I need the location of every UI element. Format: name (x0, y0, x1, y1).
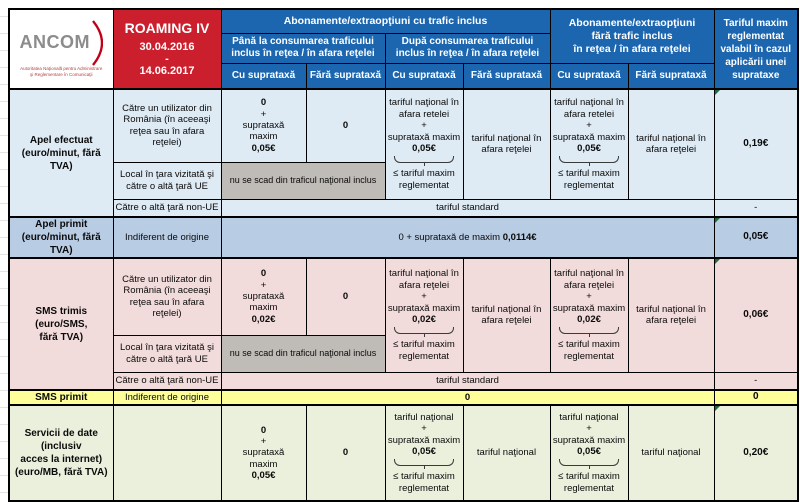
maxim-word: maxim (249, 302, 278, 314)
apel-efectuat-label-line2: (euro/minut, fără TVA) (21, 147, 101, 172)
header-without-traffic-line1: Abonamente/extraopţiuni (568, 17, 696, 30)
plus-sign: + (586, 423, 592, 435)
header-cu-suprataxa-1: Cu suprataxă (221, 63, 306, 89)
header-fara-suprataxa-2: Fără suprataxă (463, 63, 550, 89)
max-regulated-line2: reglementat (563, 482, 615, 494)
surcharge-value: 0,05€ (251, 142, 276, 154)
plus-sign: + (586, 120, 592, 132)
cell-apel-notraffic-fara-suprataxa: tariful naţional în afara reţelei (628, 89, 714, 199)
surcharge-value: 0,05€ (251, 470, 276, 482)
plus-sign: + (421, 423, 427, 435)
underbrace-icon (394, 327, 454, 334)
corner-marker-icon (715, 90, 720, 95)
cell-date-notraffic-fara-suprataxa: tariful naţional (628, 405, 714, 501)
underbrace-icon (559, 327, 619, 334)
cell-apel-dest-local: Local în ţara vizitată şi către o altă ţară UE (113, 162, 221, 199)
servicii-date-label-line3: (euro/MB, fără TVA) (14, 467, 108, 478)
cell-apel-primit-origin: Indiferent de origine (113, 217, 221, 258)
plus-sign: + (421, 120, 427, 132)
cell-sms-after-cu-suprataxa (385, 258, 463, 372)
cell-apel-dest-non-ue: Către o altă ţară non-UE (113, 199, 221, 217)
cell-sms-primit-max: 0 (714, 390, 798, 405)
cell-apel-after-cu-suprataxa (385, 89, 463, 199)
cell-sms-notraffic-fara-suprataxa: tariful naţional în afara reţelei (628, 258, 714, 372)
apel-primit-label-line2: (euro/minut, fără TVA) (21, 232, 101, 256)
cell-sms-dest-non-ue: Către o altă ţară non-UE (113, 372, 221, 390)
header-before-consumption: Până la consumarea traficului inclus în reţea / în afara reţelei (221, 33, 385, 63)
cell-sms-max-tariff (714, 258, 798, 372)
cell-sms-standard-max: - (714, 372, 798, 390)
row-label-servicii-date (9, 405, 113, 501)
cell-sms-zero-plus-surcharge (221, 258, 306, 335)
maxim-word: maxim (249, 131, 278, 143)
surcharge-value: 0,05€ (577, 446, 601, 457)
maxim-word: maxim (249, 458, 278, 470)
national-tariff-line1: tariful naţional în (389, 268, 459, 280)
max-regulated-line1: ≤ tariful maxim (393, 339, 455, 351)
surcharge-value: 0,02€ (577, 313, 601, 325)
national-tariff-line1: tariful naţional în (389, 97, 459, 109)
cell-date-zero-plus-surcharge (221, 405, 306, 501)
cell-sms-dest-local: Local în ţara vizitată şi către o altă ţară UE (113, 335, 221, 372)
period-start-date: 30.04.2016 (139, 40, 195, 53)
header-without-traffic-line2: fără trafic inclus (591, 29, 673, 42)
cell-date-notraffic-cu-suprataxa (550, 405, 628, 501)
header-with-traffic: Abonamente/extraopţiuni cu trafic inclus (221, 9, 550, 33)
apel-efectuat-label-line1: Apel efectuat (29, 134, 93, 146)
cell-date-after-fara-suprataxa: tariful naţional (463, 405, 550, 501)
period-end-date: 14.06.2017 (139, 65, 195, 78)
sheet-gridlines (0, 0, 8, 497)
header-fara-suprataxa-3: Fără suprataxă (628, 63, 714, 89)
cell-apel-standard-max: - (714, 199, 798, 217)
roaming-tariff-table (8, 8, 799, 502)
surcharge-word: suprataxă (242, 120, 285, 132)
header-without-traffic (550, 9, 714, 63)
value-zero: 0 (260, 97, 267, 109)
servicii-date-label-line2: acces la internet) (20, 454, 103, 465)
national-tariff-line1: tariful naţional în (554, 97, 624, 109)
national-tariff-line2: afara retelei (563, 108, 615, 120)
cell-date-zero: 0 (306, 405, 385, 501)
max-tariff-value: 0,05€ (743, 231, 769, 243)
surcharge-value: 0,02€ (251, 313, 276, 325)
national-tariff-line2: afara retelei (398, 108, 450, 120)
row-label-apel-primit (9, 217, 113, 258)
cell-date-after-cu-suprataxa (385, 405, 463, 501)
national-tariff-line1: tariful naţional (394, 411, 454, 423)
cell-apel-notraffic-cu-suprataxa (550, 89, 628, 199)
cell-apel-dest-romania: Către un utilizator din România (în aceeaşi reţea sau în afara reţelei) (113, 89, 221, 162)
surcharge-max-label: suprataxă maxim (387, 302, 461, 314)
ancom-logo-text: ANCOM (19, 32, 90, 53)
cell-date-dest-empty (113, 405, 221, 501)
national-tariff-line1: tariful naţional (559, 411, 619, 423)
corner-marker-icon (715, 259, 720, 264)
national-tariff-line1: tariful naţional în (554, 268, 624, 280)
surcharge-max-label: suprataxă maxim (387, 131, 461, 143)
roaming-title: ROAMING IV (124, 19, 210, 36)
max-regulated-line1: ≤ tariful maxim (558, 339, 620, 351)
corner-marker-icon (715, 406, 720, 411)
logo-paren-icon (91, 20, 103, 66)
max-regulated-line2: reglementat (563, 179, 615, 191)
ancom-logo (12, 20, 111, 66)
cell-sms-notraffic-cu-suprataxa (550, 258, 628, 372)
underbrace-icon (394, 459, 454, 466)
max-regulated-line1: ≤ tariful maxim (393, 471, 455, 483)
header-fara-suprataxa-1: Fără suprataxă (306, 63, 385, 89)
header-max-tariff: Tariful maxim reglementat valabil în cazul aplicării unei suprataxe (714, 9, 798, 89)
header-cu-suprataxa-3: Cu suprataxă (550, 63, 628, 89)
underbrace-icon (394, 156, 454, 163)
header-cu-suprataxa-2: Cu suprataxă (385, 63, 463, 89)
value-zero: 0 (260, 424, 267, 436)
logo-tagline-line1: Autoritatea Naţională pentru Administrare (20, 66, 103, 72)
surcharge-max-label: suprataxă maxim (552, 131, 626, 143)
cell-apel-max-tariff (714, 89, 798, 199)
surcharge-word: suprataxă (242, 447, 285, 459)
cell-sms-primit-value: 0 (221, 390, 714, 405)
underbrace-icon (559, 459, 619, 466)
max-regulated-line1: ≤ tariful maxim (393, 168, 455, 180)
ancom-logo-cell (9, 9, 113, 89)
value-zero: 0 (260, 268, 267, 280)
plus-sign: + (260, 108, 267, 120)
plus-sign: + (260, 435, 267, 447)
national-tariff-line2: afara reţelei (398, 279, 450, 291)
cell-apel-after-fara-suprataxa: tariful naţional în afara reţelei (463, 89, 550, 199)
header-without-traffic-line3: în reţea / în afara reţelei (573, 42, 691, 55)
surcharge-max-label: suprataxă maxim (387, 434, 461, 446)
period-cell (113, 9, 221, 89)
cell-sms-zero: 0 (306, 258, 385, 335)
max-regulated-line2: reglementat (398, 482, 450, 494)
national-tariff-line2: afara reţelei (563, 279, 615, 291)
cell-apel-zero-plus-surcharge (221, 89, 306, 162)
surcharge-max-label: suprataxă maxim (552, 434, 626, 446)
cell-apel-standard-tariff: tariful standard (221, 199, 714, 217)
max-tariff-value: 0,19€ (743, 138, 769, 150)
apel-primit-label-line1: Apel primit (35, 219, 88, 230)
cell-date-max-tariff (714, 405, 798, 501)
max-tariff-value: 0,20€ (743, 446, 769, 458)
plus-sign: + (260, 279, 267, 291)
surcharge-word: suprataxă (242, 291, 285, 303)
header-after-consumption: După consumarea traficului inclus în reţea / în afara reţelei (385, 33, 550, 63)
max-regulated-line2: reglementat (398, 179, 450, 191)
row-label-sms-trimis (9, 258, 113, 390)
plus-sign: + (586, 291, 592, 303)
max-tariff-value: 0,06€ (743, 309, 769, 321)
surcharge-value: 0,05€ (412, 446, 436, 457)
max-regulated-line2: reglementat (398, 350, 450, 362)
cell-apel-zero: 0 (306, 89, 385, 162)
cell-sms-not-deducted: nu se scad din traficul naţional inclus (221, 335, 385, 372)
apel-primit-value-number: 0,0114€ (502, 231, 537, 243)
cell-sms-standard-tariff: tariful standard (221, 372, 714, 390)
cell-sms-after-fara-suprataxa: tariful naţional în afara reţelei (463, 258, 550, 372)
plus-sign: + (421, 291, 427, 303)
cell-apel-primit-max (714, 217, 798, 258)
surcharge-value: 0,05€ (412, 142, 436, 154)
period-separator: - (165, 53, 169, 66)
max-regulated-line1: ≤ tariful maxim (558, 471, 620, 483)
sms-trimis-label-line1: SMS trimis (euro/SMS, (35, 305, 88, 330)
row-label-apel-efectuat (9, 89, 113, 217)
max-regulated-line2: reglementat (563, 350, 615, 362)
cell-apel-not-deducted: nu se scad din traficul naţional inclus (221, 162, 385, 199)
apel-primit-value-text: 0 + suprataxă de maxim (398, 231, 501, 243)
row-label-sms-primit: SMS primit (9, 390, 113, 405)
cell-apel-primit-value (221, 217, 714, 258)
surcharge-value: 0,05€ (577, 142, 601, 154)
servicii-date-label-line1: Servicii de date (inclusiv (24, 428, 98, 452)
cell-sms-primit-origin: Indiferent de origine (113, 390, 221, 405)
surcharge-max-label: suprataxă maxim (552, 302, 626, 314)
surcharge-value: 0,02€ (412, 313, 436, 325)
max-regulated-line1: ≤ tariful maxim (558, 168, 620, 180)
underbrace-icon (559, 156, 619, 163)
cell-sms-dest-romania: Către un utilizator din România (în aceeaşi reţea sau în afara reţelei) (113, 258, 221, 335)
logo-tagline-line2: şi Reglementare în Comunicaţii (29, 72, 93, 77)
sms-trimis-label-line2: fără TVA) (39, 331, 84, 343)
corner-marker-icon (715, 218, 720, 223)
